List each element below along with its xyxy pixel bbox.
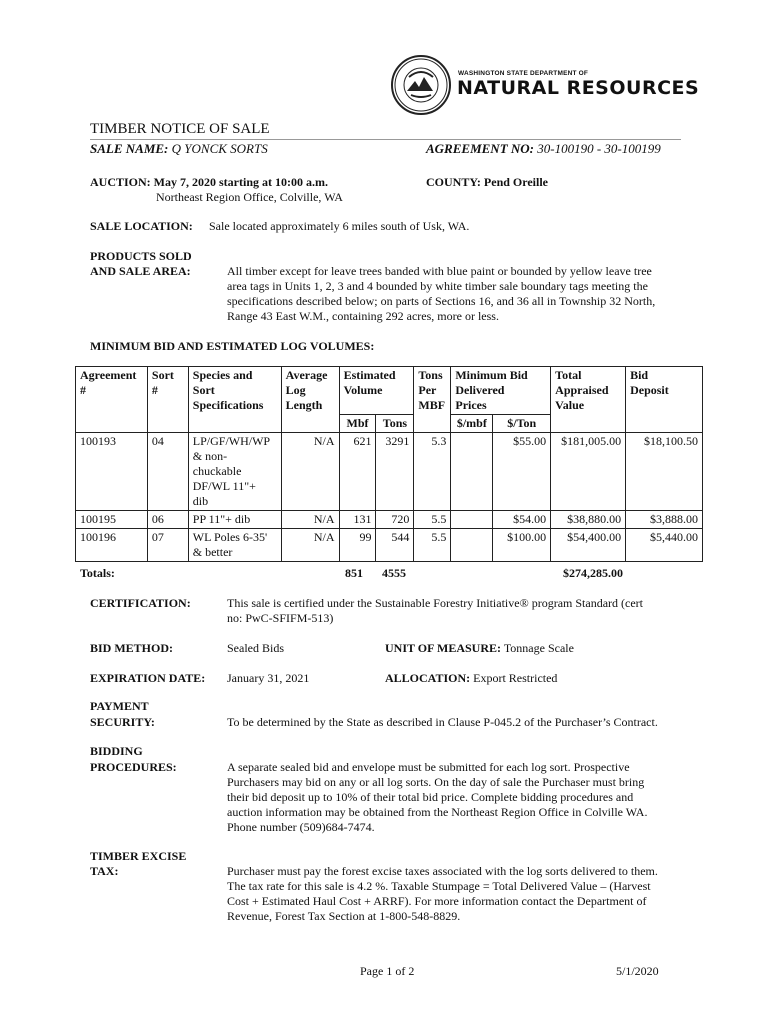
col-mbf: Mbf <box>339 415 376 433</box>
agreement-label: AGREEMENT NO: <box>426 141 534 156</box>
col-sort: Sort # <box>147 367 188 433</box>
col-species: Species and Sort Specifications <box>188 367 281 433</box>
sale-name-line <box>90 141 268 157</box>
auction-location: Northeast Region Office, Colville, WA <box>156 190 343 204</box>
tax-label-1: TIMBER EXCISE <box>90 849 187 863</box>
col-per-mbf: $/mbf <box>451 415 493 433</box>
tax-text: Purchaser must pay the forest excise taxes associated with the log sorts delivered to them. The tax rate for this sale is 4.2 %. Taxable Stumpage = Total Delivered Value – (Harvest Cost + Estimated Haul Cost + ARRF). For more information contact the Department of Revenue, Forest Tax Section at 1-800-548-8829. <box>227 864 658 923</box>
allocation-line <box>385 671 557 686</box>
agency-line: WASHINGTON STATE DEPARTMENT OF <box>458 70 589 77</box>
products-line: Range 43 East W.M., containing 292 acres, more or less. <box>227 309 499 323</box>
col-deposit: Bid Deposit <box>626 367 703 433</box>
page-number: Page 1 of 2 <box>360 964 415 978</box>
agreement-line <box>426 141 661 157</box>
bid-method-value: Sealed Bids <box>227 641 284 655</box>
payment-label-1: PAYMENT <box>90 699 149 713</box>
totals-label: Totals: <box>80 566 115 580</box>
col-tons-per: Tons Per MBF <box>414 367 451 433</box>
sale-name-value: Q YONCK SORTS <box>171 141 268 156</box>
payment-label-2: SECURITY: <box>90 715 155 729</box>
dnr-seal-logo <box>391 55 451 115</box>
volume-table <box>75 366 703 562</box>
page-title: TIMBER NOTICE OF SALE <box>90 121 270 137</box>
col-avg-log: Average Log Length <box>281 367 339 433</box>
totals-value: $274,285.00 <box>563 566 623 580</box>
footer-date: 5/1/2020 <box>616 964 659 978</box>
products-line: All timber except for leave trees banded with blue paint or bounded by yellow leave tree <box>227 264 652 278</box>
col-tons: Tons <box>376 415 414 433</box>
seal-graphic <box>393 57 449 113</box>
table-header-row <box>76 367 703 415</box>
products-line: area tags in Units 1, 2, 3 and 4 bounded by white timber sale boundary tags meeting the <box>227 279 648 293</box>
unit-label: UNIT OF MEASURE: <box>385 641 502 655</box>
tax-label-2: TAX: <box>90 864 119 878</box>
auction-value: May 7, 2020 starting at 10:00 a.m. <box>153 175 328 189</box>
bidding-text: A separate sealed bid and envelope must be submitted for each log sort. Prospective Purchasers may bid on any or all log sorts. On the day of sale the Purchaser must bring their bid deposit up to 10% of their total bid price. Complete bidding procedures and auction information may be obtained from the Northeast Region Office in Colville WA. Phone number (509)684-7474. <box>227 760 648 834</box>
table-row: 100193 04 LP/GF/WH/WP & non- chuckable DF/WL 11"+ dib N/A 621 3291 5.3 $55.00 $181,005.00 $18,100.50 <box>76 433 703 511</box>
col-per-ton: $/Ton <box>493 415 551 433</box>
auction-label: AUCTION: <box>90 175 151 189</box>
certification-label: CERTIFICATION: <box>90 596 191 610</box>
county-value: Pend Oreille <box>483 175 549 189</box>
agency-name: NATURAL RESOURCES <box>457 77 700 99</box>
products-label-2: AND SALE AREA: <box>90 264 191 278</box>
totals-tons: 4555 <box>382 566 406 580</box>
products-label-1: PRODUCTS SOLD <box>90 249 192 263</box>
min-bid-heading: MINIMUM BID AND ESTIMATED LOG VOLUMES: <box>90 339 375 353</box>
table-row: 100196 07 WL Poles 6-35' & better N/A 99 544 5.5 $100.00 $54,400.00 $5,440.00 <box>76 529 703 562</box>
products-line: specifications described below; on parts of Sections 16, and 36 all in Township 32 North, <box>227 294 656 308</box>
col-total: Total Appraised Value <box>551 367 626 433</box>
unit-value: Tonnage Scale <box>503 641 574 655</box>
certification-text: This sale is certified under the Sustainable Forestry Initiative® program Standard (cert no: PwC-SFIFM-513) <box>227 596 643 625</box>
expiration-label: EXPIRATION DATE: <box>90 671 206 685</box>
table-row: 100195 06 PP 11"+ dib N/A 131 720 5.5 $54.00 $38,880.00 $3,888.00 <box>76 511 703 529</box>
bid-method-label: BID METHOD: <box>90 641 174 655</box>
col-min-bid: Minimum Bid Delivered Prices <box>451 367 551 415</box>
title-divider <box>90 139 681 140</box>
county-label: COUNTY: <box>426 175 481 189</box>
col-agreement: Agreement # <box>76 367 148 433</box>
sale-location-label: SALE LOCATION: <box>90 219 193 233</box>
unit-line <box>385 641 574 656</box>
expiration-value: January 31, 2021 <box>227 671 310 685</box>
products-description <box>227 264 655 324</box>
agreement-value: 30-100190 - 30-100199 <box>537 141 661 156</box>
bidding-label-1: BIDDING <box>90 744 143 758</box>
payment-value: To be determined by the State as described in Clause P-045.2 of the Purchaser’s Contract. <box>227 715 658 729</box>
allocation-label: ALLOCATION: <box>385 671 471 685</box>
sale-location-value: Sale located approximately 6 miles south of Usk, WA. <box>209 219 470 233</box>
allocation-value: Export Restricted <box>473 671 558 685</box>
totals-mbf: 851 <box>345 566 363 580</box>
sale-name-label: SALE NAME: <box>90 141 169 156</box>
bidding-label-2: PROCEDURES: <box>90 760 177 774</box>
col-est-volume: Estimated Volume <box>339 367 414 415</box>
county-line <box>426 175 548 190</box>
auction-line <box>90 175 328 190</box>
